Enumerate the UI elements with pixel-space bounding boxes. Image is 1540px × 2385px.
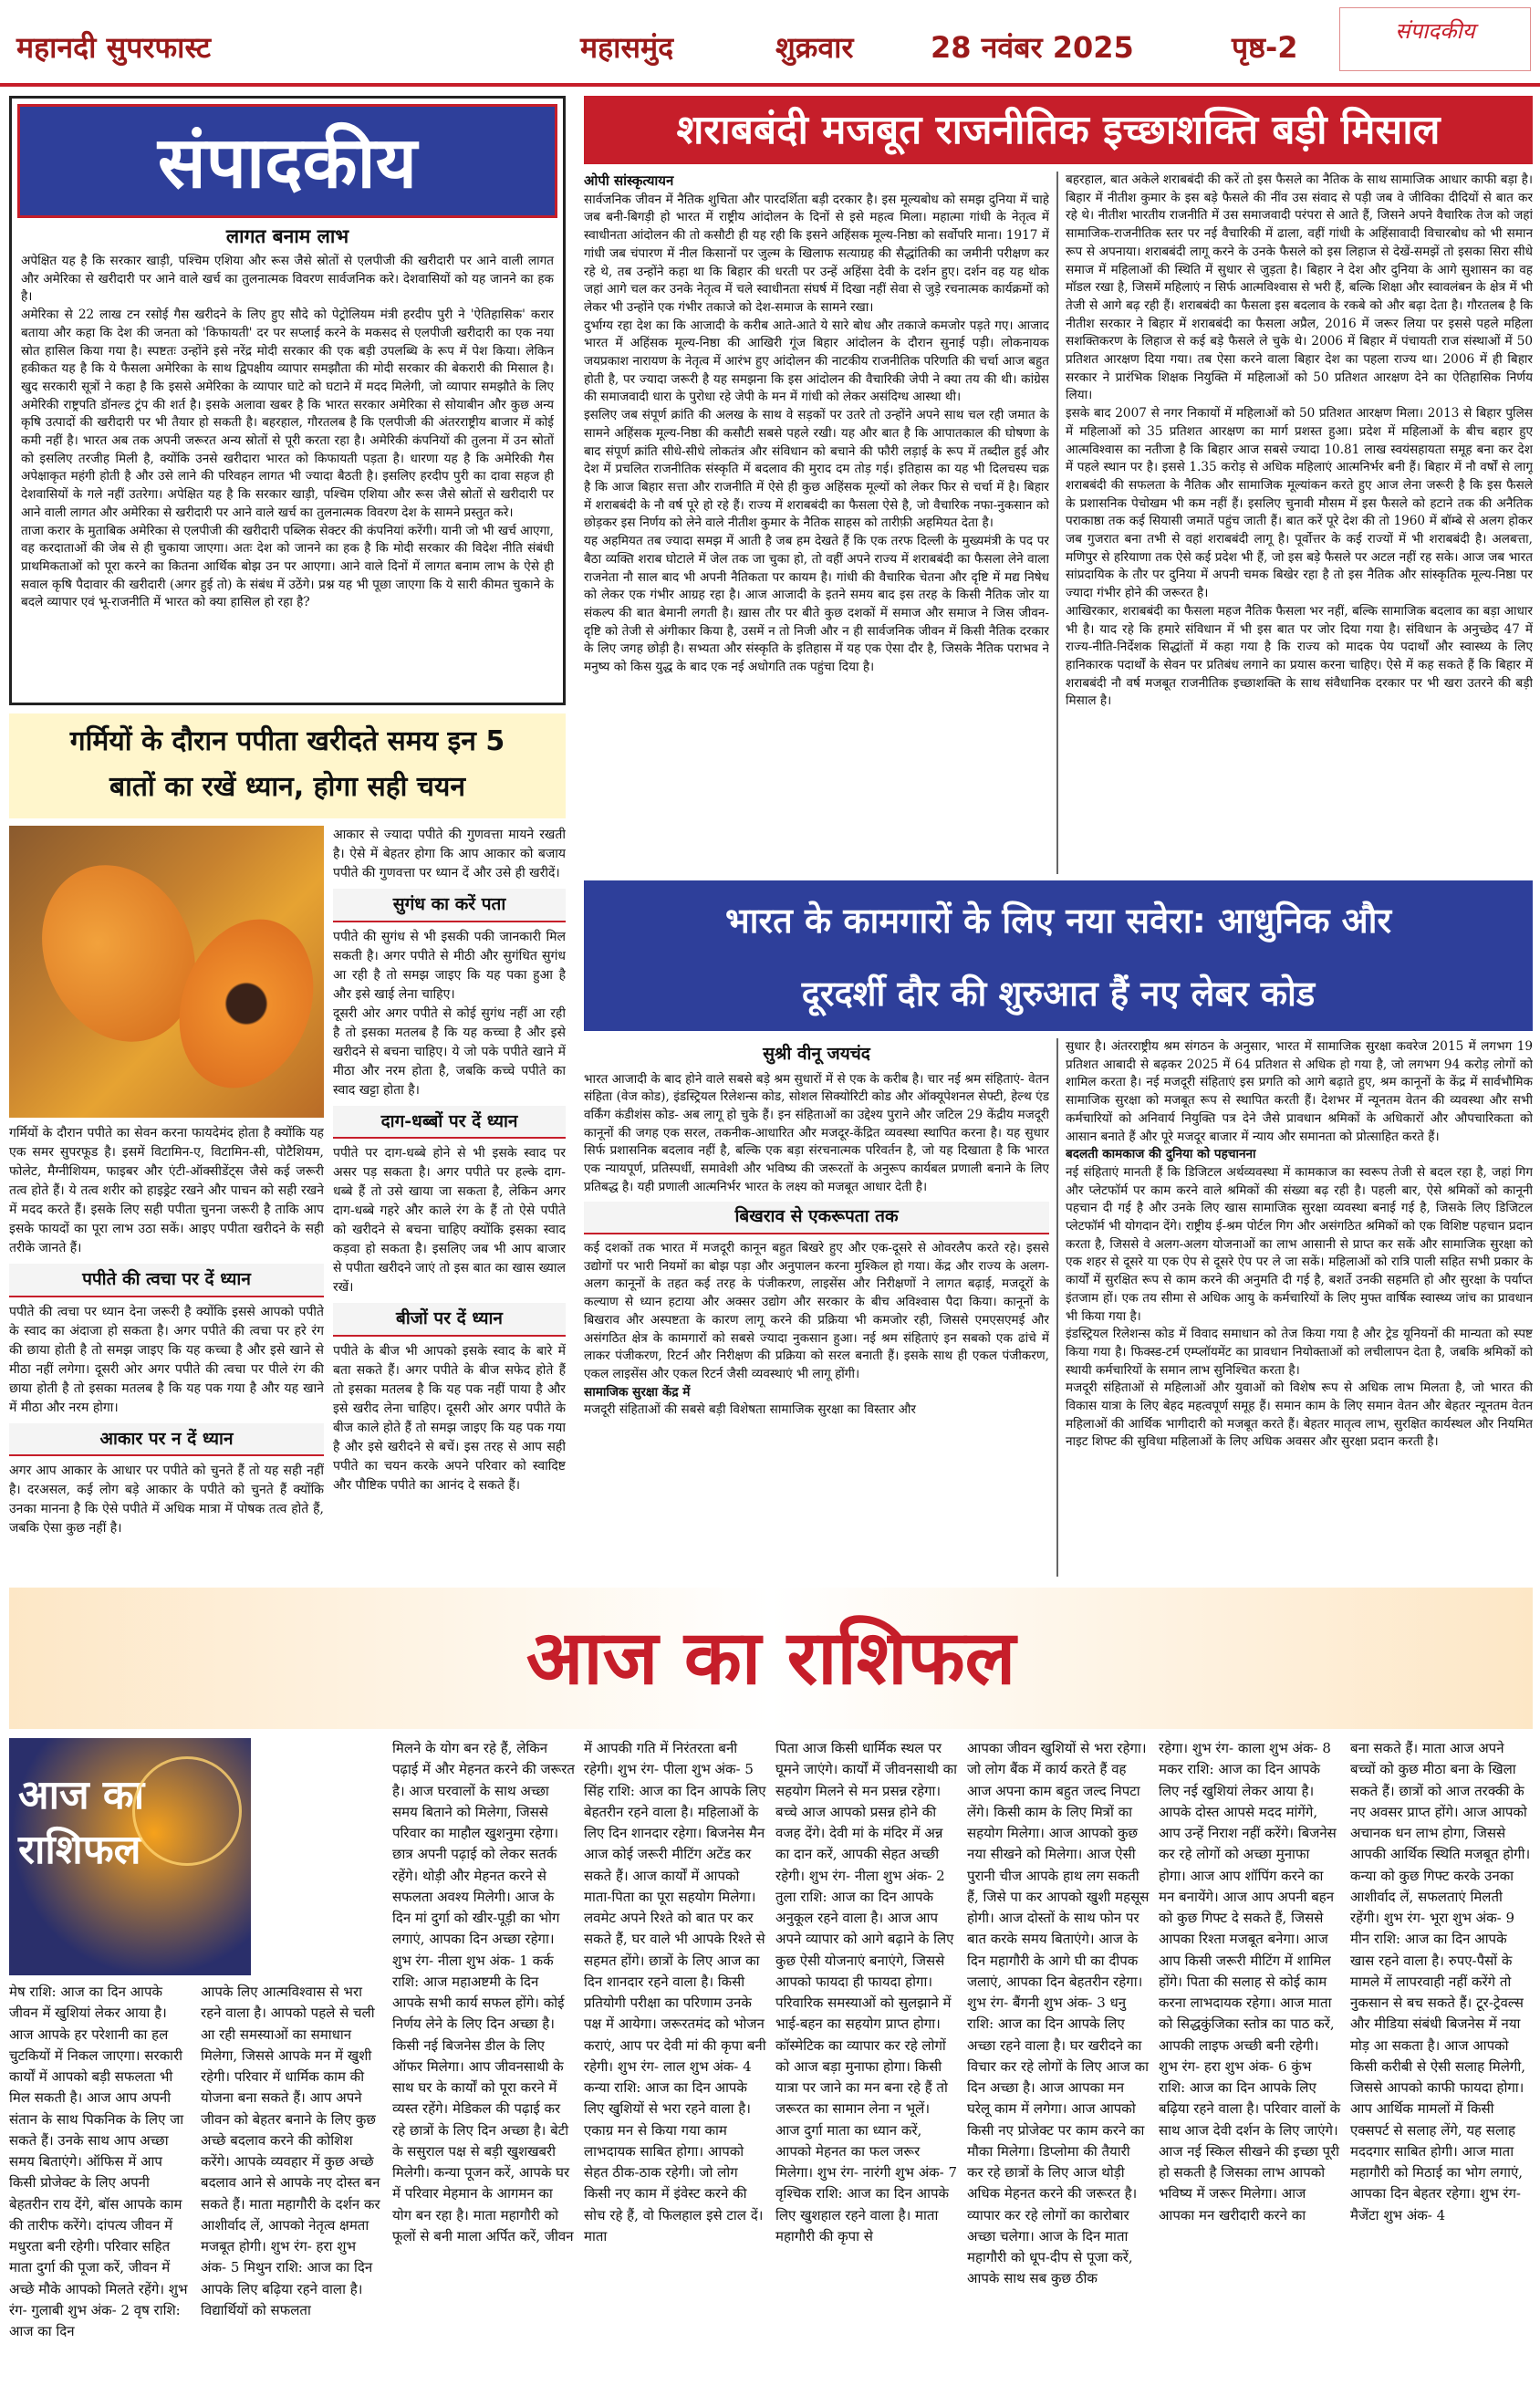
paragraph: इसलिए जब संपूर्ण क्रांति की अलख के साथ वे सड़कों पर उतरे तो उन्होंने अपने साथ चल रही जमात के सामने अहिंसक मूल्य-निष्ठा की कसौटी सबसे पहले रखी। यह और बात है कि आपातकाल की घोषणा के बाद संपूर्ण क्रांति सीधे-सीधे लोकतंत्र और संविधान को बचाने की फौरी लड़ाई के रूप में तब्दील हुई और देश में प्रचलित राजनीतिक संस्कृति में बदलाव की मुराद दम तोड़ गई। इतिहास का यह भी दिलचस्प चक्र है कि आज बिहार सत्ता और राजनीति में ऐसे ही कुछ अहिंसक मूल्यों को लेकर फिर से चर्चा में है। बिहार में शराबबंदी के नौ वर्ष पूरे हो रहे हैं। राज्य में शराबबंदी का फैसला ऐसे है, जो वैचारिक नफा-नुकसान को छोड़कर इस निर्णय को लेने वाले नीतीश कुमार के नैतिक साहस को तारीफ़ी अहमियत देता है। [584,408,1049,531]
paragraph: दूसरी ओर अगर पपीते से कोई सुगंध नहीं आ रही है तो इसका मतलब है कि यह कच्चा है और इसे खरीदने से बचना चाहिए। ये जो पके पपीते खाने में मीठा और नरम होता है, जबकि कच्चे पपीते का स्वाद खट्टा होता है। [333,1005,566,1098]
headline-line: भारत के कामगारों के लिए नया सवेरा: आधुनिक और [724,901,1392,941]
paragraph: आकार से ज्यादा पपीते की गुणवत्ता मायने रखती है। ऐसे में बेहतर होगा कि आप आकार को बजाय पपीते की गुणवत्ता पर ध्यान दें और उसे ही खरीदें। [333,828,566,880]
subheading: सामाजिक सुरक्षा केंद्र में [584,1384,691,1400]
paragraph: दुर्भाग्य रहा देश का कि आजादी के करीब आते-आते ये सारे बोध और तकाजे कमजोर पड़ते गए। आजाद भारत में अहिंसक मूल्य-निष्ठा की आखिरी गूंज बिहार आंदोलन के दौरान सुनाई पड़ी। लोकनायक जयप्रकाश नारायण के नेतृत्व में आरंभ हुए आंदोलन की नाटकीय राजनीतिक परिणति की चर्चा आज बहुत होती है, पर ज्यादा जरूरी है यह समझना कि इस आंदोलन की वैचारिकी जेपी ने क्या तय की थी। कांग्रेस की समाजवादी धारा के पुरोधा रहे जेपी के मन में गांधी को लेकर असंदिग्ध आस्था थी। [584,318,1049,405]
paragraph: कई दशकों तक भारत में मजदूरी कानून बहुत बिखरे हुए और एक-दूसरे से ओवरलैप करते रहे। इससे उद्योगों पर भारी नियमों का बोझ पड़ा और अनुपालन करना मुश्किल हो गया। केंद्र और राज्य के अलग-अलग कानूनों के तहत कई तरह के पंजीकरण, लाइसेंस और निरीक्षणों ने लागत बढ़ाई, मजदूरों के कल्याण से ध्यान हटाया और अक्सर उद्योग और सरकार के बीच अविश्वास पैदा किया। कानूनों के बिखराव और अस्पष्टता के कारण लागू करने की प्रक्रिया भी कमजोर रही, जिससे एमएसएमई और असंगठित क्षेत्र के कामगारों को सबसे ज्यादा नुकसान हुआ। नई श्रम संहिताएं इन सबको एक ढांचे में लाकर पंजीकरण, रिटर्न और निरीक्षण की प्रक्रिया को सरल बनाती हैं। इसके साथ ही एकल पंजीकरण, एकल लाइसेंस और एकल रिटर्न जैसी व्यवस्थाएं भी लागू होंगी। [584,1241,1049,1381]
labour-col1 [584,1038,1049,1577]
paragraph: अपेक्षित यह है कि सरकार खाड़ी, पश्चिम एशिया और रूस जैसे स्रोतों से एलपीजी की खरीदारी पर आने वाली लागत और अमेरिका से खरीदारी पर आने वाले खर्च का तुलनात्मक विवरण सार्वजनिक करे। देशवासियों को यह जानने का हक है। [21,254,554,305]
papaya-col-right [333,826,566,1574]
masthead [0,0,1540,87]
editorial-title: लागत बनाम लाभ [225,225,349,247]
subheading: बदलती कामकाज की दुनिया को पहचानना [1066,1147,1256,1162]
rashifal-column: में आपकी गति में निरंतरता बनी रहेगी। शुभ रंग- पीला शुभ अंक- 5 सिंह राशि: आज का दिन आपके लिए बेहतरीन रहने वाला है। महिलाओं के लिए दिन शानदार रहेगा। बिजनेस मैन आज कोई जरूरी मीटिंग अटेंड कर सकते हैं। आज कार्यों में आपको माता-पिता का पूरा सहयोग मिलेगा। लवमेट अपने रिश्ते को बात पर कर सकते हैं, घर वाले भी आपके रिश्ते से सहमत होंगे। छात्रों के लिए आज का दिन शानदार रहने वाला है। किसी प्रतियोगी परीक्षा का परिणाम उनके पक्ष में आयेगा। जरूरतमंद को भोजन कराएं, आप पर देवी मां की कृपा बनी रहेगी। शुभ रंग- लाल शुभ अंक- 4 कन्या राशि: आज का दिन आपके लिए खुशियों से भरा रहने वाला है। एकाग्र मन से किया गया काम लाभदायक साबित होगा। आपको सेहत ठीक-ठाक रहेगी। जो लोग किसी नए काम में इंवेस्ट करने की सोच रहे हैं, वो फिलहाल इसे टाल दें। माता [584,1740,766,2244]
paragraph: नई संहिताएं मानती हैं कि डिजिटल अर्थव्यवस्था में कामकाज का स्वरूप तेजी से बदल रहा है, जहां गिग और प्लेटफॉर्म पर काम करने वाले श्रमिकों की संख्या बढ़ रही है। पहली बार, ऐसे श्रमिकों को कानूनी पहचान दी गई है और उनके लिए खास सामाजिक सुरक्षा व्यवस्था बनाई गई है, जिसके लिए डिजिटल प्लेटफॉर्म भी योगदान देंगे। राष्ट्रीय ई-श्रम पोर्टल गिग और असंगठित श्रमिकों को एक विशिष्ट पहचान प्रदान करता है, जिससे वे अलग-अलग योजनाओं का लाभ आसानी से प्राप्त कर सकें और सामाजिक सुरक्षा को एक शहर से दूसरे या एक ऐप से दूसरे ऐप पर ले जा सकें। महिलाओं को रात्रि पाली सहित सभी प्रकार के कार्यों में सुरक्षित रूप से काम करने की अनुमति दी गई है, बशर्ते उनकी सहमति हो और सुरक्षा के पर्याप्त इंतजाम हों। एक तय सीमा से अधिक आयु के कर्मचारियों के लिए मुफ्त वार्षिक स्वास्थ्य जांच का प्रावधान भी किया गया है। [1066,1164,1533,1324]
rashifal-column: मेष राशि: आज का दिन आपके जीवन में खुशियां लेकर आया है। आज आपके हर परेशानी का हल चुटकियों में निकल जाएगा। सरकारी कार्यों में आपको बड़ी सफलता भी मिल सकती है। आज आप अपनी संतान के साथ पिकनिक के लिए जा सकते हैं। उनके साथ आप अच्छा समय बिताएंगे। ऑफिस में आप किसी प्रोजेक्ट के लिए अपनी बेहतरीन राय देंगे, बॉस आपके काम की तारीफ करेंगे। दांपत्य जीवन में मधुरता बनी रहेगी। परिवार सहित माता दुर्गा की पूजा करें, जीवन में अच्छे मौके आपको मिलते रहेंगे। शुभ रंग- गुलाबी शुभ अंक- 2 वृष राशि: आज का दिन [9,1984,188,2339]
sharabbandi-headline: शराबबंदी मजबूत राजनीतिक इच्छाशक्ति बड़ी मिसाल [584,96,1533,164]
paragraph: पपीते के बीज भी आपको इसके स्वाद के बारे में बता सकते हैं। अगर पपीते के बीज सफेद होते हैं तो इसका मतलब है कि यह पक नहीं पाया है और इसे खरीद लेना चाहिए। दूसरी ओर अगर पपीते के बीज काले होते हैं तो समझ जाइए कि यह पक गया है और इसे खरीदने से बचें। इस तरह से आप सही पपीते का चयन करके अपने परिवार को स्वादिष्ट और पौष्टिक पपीते का आनंद दे सकते हैं। [333,1343,566,1493]
rashifal-column: बना सकते हैं। माता आज अपने बच्चों को कुछ मीठा बना के खिला सकते हैं। छात्रों को आज तरक्की के नए अवसर प्राप्त होंगे। आज आपको अचानक धन लाभ होगा, जिससे आपकी आर्थिक स्थिति मजबूत होगी। कन्या को कुछ गिफ्ट करके उनका आशीर्वाद लें, सफलताएं मिलती रहेंगी। शुभ रंग- भूरा शुभ अंक- 9 मीन राशि: आज का दिन आपके खास रहने वाला है। रुपए-पैसों के मामले में लापरवाही नहीं करेंगे तो नुकसान से बच सकते हैं। टूर-ट्रेवल्स और मीडिया संबंधी बिजनेस में नया मोड़ आ सकता है। आज आपको किसी करीबी से ऐसी सलाह मिलेगी, जिससे आपको काफी फायदा होगा। आप आर्थिक मामलों में किसी एक्सपर्ट से सलाह लेंगे, यह सलाह मददगार साबित होगी। आज माता महागौरी को मिठाई का भोग लगाएं, आपका दिन बेहतर रहेगा। शुभ रंग- मैजेंटा शुभ अंक- 4 [1350,1740,1531,2224]
subheading: पपीते की त्वचा पर दें ध्यान [9,1264,324,1297]
rashifal-column: आपके लिए आत्मविश्वास से भरा रहने वाला है। आपको पहले से चली आ रही समस्याओं का समाधान मिलेगा, जिससे आपके मन में खुशी रहेगी। परिवार में धार्मिक काम की योजना बना सकते हैं। आप अपने जीवन को बेहतर बनाने के लिए कुछ अच्छे बदलाव करने की कोशिश करेंगे। आपके व्यवहार में कुछ अच्छे बदलाव आने से आपके नए दोस्त बन सकते हैं। माता महागौरी के दर्शन कर आशीर्वाद लें, आपको नेतृत्व क्षमता मजबूत होगी। शुभ रंग- हरा शुभ अंक- 5 मिथुन राशि: आज का दिन आपके लिए बढ़िया रहने वाला है। विद्यार्थियों को सफलता [201,1984,380,2318]
papaya-image [9,826,324,1118]
paragraph: इंडस्ट्रियल रिलेशन्स कोड में विवाद समाधान को तेज किया गया है और ट्रेड यूनियनों की मान्यता को स्पष्ट किया गया है। फिक्स्ड-टर्म एम्प्लॉयमेंट का प्रावधान नियोक्ताओं को लचीलापन देता है, जबकि श्रमिकों को स्थायी कर्मचारियों के समान लाभ सुनिश्चित करता है। [1066,1327,1533,1378]
paragraph: भारत आजादी के बाद होने वाले सबसे बड़े श्रम सुधारों में से एक के करीब है। चार नई श्रम संहिताएं- वेतन संहिता (वेज कोड), इंडस्ट्रियल रिलेशन्स कोड, सोशल सिक्योरिटी कोड और ऑक्यूपेशनल सेफ्टी, हेल्थ एंड वर्किंग कंडीशंस कोड- अब लागू हो चुके हैं। इन संहिताओं का उद्देश्य पुराने और जटिल 29 केंद्रीय मजदूरी कानूनों की जगह एक सरल, तकनीक-आधारित और मजदूर-केंद्रित व्यवस्था स्थापित करना है। यह सुधार सिर्फ प्रशासनिक बदलाव नहीं है, बल्कि एक बड़ा संरचनात्मक परिवर्तन है, जो यह दिखाता है कि भारत एक न्यायपूर्ण, प्रतिस्पर्धी, समावेशी और भविष्य की जरूरतों के अनुरूप कार्यबल प्रणाली बनाने के लिए प्रतिबद्ध है। यही प्रणाली आत्मनिर्भर भारत के लक्ष्य को मजबूत आधार देती है। [584,1071,1049,1194]
byline: सुश्री वीनू जयचंद [763,1044,870,1064]
city: महासमुंद [580,30,674,65]
editorial-box [9,96,566,705]
subheading: दाग-धब्बों पर दें ध्यान [333,1106,566,1140]
column-divider [1056,1038,1058,1577]
rashifal-banner: आज का राशिफल [9,1588,1533,1729]
rashifal-column: मिलने के योग बन रहे हैं, लेकिन पढ़ाई में और मेहनत करने की जरूरत है। आज घरवालों के साथ अच्छा समय बिताने को मिलेगा, जिससे परिवार का माहौल खुशनुमा रहेगा। छात्र अपनी पढ़ाई को लेकर सतर्क रहेंगे। थोड़ी और मेहनत करने से सफलता अवश्य मिलेगी। आज के दिन मां दुर्गा को खीर-पूड़ी का भोग लगाएं, आपका दिन अच्छा रहेगा। शुभ रंग- नीला शुभ अंक- 1 कर्क राशि: आज महाअष्टमी के दिन आपके सभी कार्य सफल होंगे। कोई निर्णय लेने के लिए दिन अच्छा है। किसी नई बिजनेस डील के लिए ऑफर मिलेगा। आप जीवनसाथी के साथ घर के कार्यों को पूरा करने में व्यस्त रहेंगे। मेडिकल की पढ़ाई कर रहे छात्रों के लिए दिन अच्छा है। बेटी के ससुराल पक्ष से बड़ी खुशखबरी मिलेगी। कन्या पूजन करें, आपके घर में परिवार मेहमान के आगमन का योग बन रहा है। माता महागौरी को फूलों से बनी माला अर्पित करें, जीवन [392,1740,575,2244]
page-number: पृष्ठ-2 [1232,30,1298,65]
subheading: सुगंध का करें पता [333,889,566,922]
paragraph: अगर आप आकार के आधार पर पपीते को चुनते हैं तो यह सही नहीं है। दरअसल, कई लोग बड़े आकार के पपीते को चुनते हैं क्योंकि उनका मानना है कि ऐसे पपीते में अधिक मात्रा में पोषक तत्व होते हैं, जबकि ऐसा कुछ नहीं है। [9,1463,324,1536]
paragraph: गर्मियों के दौरान पपीते का सेवन करना फायदेमंद होता है क्योंकि यह एक समर सुपरफूड है। इसमें विटामिन-ए, विटामिन-सी, पोटैशियम, फोलेट, मैग्नीशियम, फाइबर और एंटी-ऑक्सीडेंट्स जैसे कई जरूरी तत्व होते हैं। ये तत्व शरीर को हाइड्रेट रखने और पाचन को सही रखने में मदद करते हैं। इसके लिए सही पपीता चुनना जरूरी है ताकि आप इसके फायदों का पूरा लाभ उठा सकें। आइए पपीता खरीदने के सही तरीके जानते हैं। [9,1126,324,1255]
sharabbandi-col1 [584,172,1049,874]
subheading: बीजों पर दें ध्यान [333,1303,566,1337]
rashifal-image [9,1738,251,1975]
zodiac-wheel-icon [132,1756,242,1866]
sharabbandi-col2 [1066,172,1533,874]
paragraph: पपीते पर दाग-धब्बे होने से भी इसके स्वाद पर असर पड़ सकता है। अगर पपीते पर हल्के दाग-धब्बे हैं तो उसे खाया जा सकता है, लेकिन अगर दाग-धब्बे गहरे और काले रंग के हैं तो ऐसे पपीते को खरीदने से बचना चाहिए क्योंकि इसका स्वाद कड़वा हो सकता है। इसलिए जब भी आप बाजार से पपीता खरीदने जाएं तो इस बात का खास ख्याल रखें। [333,1146,566,1295]
editorial-body [12,253,563,612]
paragraph: बहरहाल, बात अकेले शराबबंदी की करें तो इस फैसले का नैतिक के साथ सामाजिक आधार काफी बड़ा है। बिहार में नीतीश कुमार के इस बड़े फैसले की नींव उस संवाद से पड़ी जब वे जीविका दीदियों से बात कर रहे थे। नीतीश भारतीय राजनीति में उस समाजवादी परंपरा से आते हैं, जिसने अपने वैचारिक तेज को जहां सामाजिक-राजनीतिक स्तर पर नई वैचारिकी में ढाला, वहीं गांधी के अहिंसावादी विचारबोध को भी समान रूप से अपनाया। शराबबंदी लागू करने के उनके फैसले को इस लिहाज से देखें-समझें तो इसका सिरा सीधे समाज में महिलाओं की स्थिति में सुधार से जुड़ता है। बिहार ने देश और दुनिया के आगे सुशासन का वह मॉडल रखा है, जिसमें महिलाएं न सिर्फ आत्मविश्वास से भरी हैं, बल्कि शिक्षा और स्वावलंबन के क्षेत्र में भी तेजी से आगे बढ़ रही हैं। शराबबंदी का फैसला इस बदलाव के रकबे को और बढ़ा देता है। गौरतलब है कि नीतीश सरकार ने बिहार में शराबबंदी का फैसला अप्रैल, 2016 में जरूर लिया पर इससे पहले महिला सशक्तिकरण के लिहाज से कई बड़े फैसले ले चुके थे। 2006 में बिहार में पंचायती राज संस्थाओं में 50 प्रतिशत आरक्षण दिया गया। तब ऐसा करने वाला बिहार देश का पहला राज्य था। 2006 में ही बिहार सरकार ने प्रारंभिक शिक्षक नियुक्ति में महिलाओं को 50 प्रतिशत आरक्षण देने का ऐतिहासिक निर्णय लिया। [1066,172,1533,403]
column-divider [1056,172,1058,874]
papaya-col-left [9,1124,324,1576]
subheading: बिखराव से एकरूपता तक [584,1202,1049,1234]
paragraph: सुधार है। अंतरराष्ट्रीय श्रम संगठन के अनुसार, भारत में सामाजिक सुरक्षा कवरेज 2015 में लगभग 19 प्रतिशत आबादी से बढ़कर 2025 में 64 प्रतिशत से अधिक हो गया है, जो लगभग 94 करोड़ लोगों को शामिल करता है। नई मजदूरी संहिताएं इस प्रगति को आगे बढ़ाते हुए, श्रम कानूनों के केंद्र में सार्वभौमिक सामाजिक सुरक्षा को मजबूत रूप से स्थापित करती हैं। देशभर में न्यूनतम वेतन की व्यवस्था और सभी कर्मचारियों को अनिवार्य नियुक्ति पत्र देने जैसे प्रावधान श्रमिकों के अधिकारों और औपचारिकता को आसान बनाते हैं और पूरे मजदूर बाजार में न्याय और समानता को प्रोत्साहित करते हैं। [1066,1039,1533,1144]
image-caption: राशिफल [18,1827,141,1873]
paper-name: महानदी सुपरफास्ट [16,30,212,65]
date: 28 नवंबर 2025 [931,30,1134,65]
rashifal-column: रहेगा। शुभ रंग- काला शुभ अंक- 8 मकर राशि: आज का दिन आपके लिए नई खुशियां लेकर आया है। आपके दोस्त आपसे मदद मांगेंगे, आप उन्हें निराश नहीं करेंगे। बिजनेस कर रहे लोगों को अच्छा मुनाफा होगा। आज आप शॉपिंग करने का मन बनायेंगे। आज आप अपनी बहन को कुछ गिफ्ट दे सकते हैं, जिससे आपका रिश्ता मजबूत बनेगा। आज आप किसी जरूरी मीटिंग में शामिल होंगे। पिता की सलाह से कोई काम करना लाभदायक रहेगा। आज माता को सिद्धकुंजिका स्तोत्र का पाठ करें, आपकी लाइफ अच्छी बनी रहेगी। शुभ रंग- हरा शुभ अंक- 6 कुंभ राशि: आज का दिन आपके लिए बढ़िया रहने वाला है। परिवार वालों के साथ आज देवी दर्शन के लिए जाएंगे। आज नई स्किल सीखने की इच्छा पूरी हो सकती है जिसका लाभ आपको भविष्य में जरूर मिलेगा। आज आपका मन खरीदारी करने का [1159,1740,1341,2224]
byline: ओपी सांस्कृत्यायन [584,172,674,189]
paragraph: मजदूरी संहिताओं से महिलाओं और युवाओं को विशेष रूप से अधिक लाभ मिलता है, जो भारत की विकास यात्रा के लिए बेहद महत्वपूर्ण समूह हैं। समान काम के लिए समान वेतन और बेहतर न्यूनतम वेतन महिलाओं की आर्थिक भागीदारी को मजबूत करते हैं। बेहतर मातृत्व लाभ, सुरक्षित कार्यस्थल और नियमित नाइट शिफ्ट की सुविधा महिलाओं के लिए अधिक अवसर और सुरक्षा प्रदान करती है। [1066,1380,1533,1450]
headline-line: दूरदर्शी दौर की शुरुआत हैं नए लेबर कोड [801,974,1316,1014]
paragraph: यह अहमियत तब ज्यादा समझ में आती है जब हम देखते हैं कि एक तरफ दिल्ली के मुख्यमंत्री के पद पर बैठा व्यक्ति शराब घोटाले में जेल तक जा चुका हो, तो वहीं अपने राज्य में शराबबंदी का फैसला लेने वाला राजनेता नौ साल बाद भी अपनी नैतिकता पर कायम है। गांधी की वैचारिक चेतना और दृष्टि में मद्य निषेध को लेकर एक गंभीर आग्रह रहा है। आज आजादी के इतने समय बाद इस तरह के किसी नैतिक जोर या संकल्प की बात बेमानी लगती है। ख़ास तौर पर बीते कुछ दशकों में समाज और समाज ने जिस जीवन-दृष्टि को तेजी से अंगीकार किया है, उसमें न तो निजी और न ही सार्वजनिक जीवन में किसी नैतिक दरकार के लिए जगह छोड़ी है। सभ्यता और संस्कृति के इतिहास में यह एक ऐसा दौर है, जिसके नैतिक पराभव ने मनुष्य को किस युद्ध के बाद एक नई अधोगति तक पहुंचा दिया है। [584,534,1049,675]
editorial-logo: संपादकीय [1339,7,1531,71]
rashifal-column: पिता आज किसी धार्मिक स्थल पर घूमने जाएंगे। कार्यों में जीवनसाथी का सहयोग मिलने से मन प्रसन्न रहेगा। बच्चे आज आपको प्रसन्न होने की वजह देंगे। देवी मां के मंदिर में अन्न का दान करें, आपकी सेहत अच्छी रहेगी। शुभ रंग- नीला शुभ अंक- 2 तुला राशि: आज का दिन आपके अनुकूल रहने वाला है। आज आप अपने व्यापार को आगे बढ़ाने के लिए कुछ ऐसी योजनाएं बनाएंगे, जिससे आपको फायदा ही फायदा होगा। परिवारिक समस्याओं को सुलझाने में भाई-बहन का सहयोग प्राप्त होगा। कॉस्मेटिक का व्यापार कर रहे लोगों को आज बड़ा मुनाफा होगा। किसी यात्रा पर जाने का मन बना रहे हैं तो जरूरत का सामान लेना न भूलें। आज दुर्गा माता का ध्यान करें, आपको मेहनत का फल जरूर मिलेगा। शुभ रंग- नारंगी शुभ अंक- 7 वृश्चिक राशि: आज का दिन आपके लिए खुशहाल रहने वाला है। माता महागौरी की कृपा से [775,1740,958,2244]
image-caption: आज का [18,1772,145,1818]
labour-headline [584,880,1533,1031]
paragraph: पपीते की त्वचा पर ध्यान देना जरूरी है क्योंकि इससे आपको पपीते के स्वाद का अंदाजा हो सकता है। अगर पपीते की त्वचा पर हरे रंग की छाया होती है तो समझ जाइए कि यह कच्चा है और इसे खाने से मीठा नहीं लगेगा। दूसरी ओर अगर पपीते की त्वचा पर पीले रंग की छाया होती है तो इसका मतलब है कि यह पक गया है और यह खाने में मीठा और नरम होगा। [9,1304,324,1415]
editorial-heading: संपादकीय [17,104,557,218]
paragraph: आखिरकार, शराबबंदी का फैसला महज नैतिक फैसला भर नहीं, बल्कि सामाजिक बदलाव का बड़ा आधार भी है। याद रहे कि हमारे संविधान में भी इस बात पर जोर दिया गया है। संविधान के अनुच्छेद 47 में राज्य-नीति-निर्देशक सिद्धांतों में कहा गया है कि राज्य को मादक पेय पदार्थों और स्वास्थ्य के लिए हानिकारक पदार्थों के सेवन पर प्रतिबंध लगाने का प्रयास करना चाहिए। ऐसे में कह सकते हैं कि बिहार में शराबबंदी नौ वर्ष मजबूत राजनीतिक इच्छाशक्ति के साथ संवैधानिक दरकार पर भी खरा उतरने की बड़ी मिसाल है। [1066,603,1533,709]
paragraph: अमेरिका से 22 लाख टन रसोई गैस खरीदने के लिए हुए सौदे को पेट्रोलियम मंत्री हरदीप पुरी ने 'ऐतिहासिक' करार बताया और कहा कि देश की जनता को 'किफायती' दर पर सप्लाई करने के मकसद से एलपीजी खरीदारी का एक नया स्रोत हासिल किया गया है। स्पष्टतः उन्होंने इसे नरेंद्र मोदी सरकार की एक बड़ी उपलब्धि के रूप में पेश किया। लेकिन हकीकत यह है कि ये फैसला अमेरिका के साथ द्विपक्षीय व्यापार समझौता की मोदी सरकार की बेकरारी की मिसाल है। खुद सरकारी सूत्रों ने कहा है कि इससे अमेरिका के व्यापार घाटे को घटाने में मदद मिलेगी, जो व्यापार समझौते के लिए अमेरिकी राष्ट्रपति डॉनल्ड ट्रंप की शर्त है। इसके अलावा खबर है कि भारत सरकार अमेरिका से सोयाबीन और कुछ अन्य कृषि उत्पादों की खरीदारी पर भी तैयार हो सकती है। बहरहाल, गौरतलब है कि एलपीजी की अंतरराष्ट्रीय बाजार में कोई कमी नहीं है। भारत अब तक अपनी जरूरत अन्य स्रोतों से पूरी करता रहा है। अमेरिकी कंपनियों की तुलना में उन स्रोतों को इसलिए तरजीह मिली है, क्योंकि उनसे खरीदारा भारत को किफायती पड़ता है। धारणा यह है कि अमेरिकी गैस अपेक्षाकृत महंगी होती है और उसे लाने की परिवहन लागत भी ज्यादा बैठती है। इसलिए हरदीप पुरी का दावा सहज ही देशवासियों के गले नहीं उतरेगा। अपेक्षित यह है कि सरकार खाड़ी, पश्चिम एशिया और रूस जैसे स्रोतों से खरीदारी पर आने वाली लागत और अमेरिका से खरीदारी पर आने वाले खर्च का तुलनात्मक विवरण देश के सामने प्रस्तुत करे। [21,307,554,520]
rashifal-column: आपका जीवन खुशियों से भरा रहेगा। जो लोग बैंक में कार्य करते हैं वह आज अपना काम बहुत जल्द निपटा लेंगे। किसी काम के लिए मित्रों का सहयोग मिलेगा। आज आपको कुछ नया सीखने को मिलेगा। आज ऐसी पुरानी चीज आपके हाथ लग सकती हैं, जिसे पा कर आपको खुशी महसूस होगी। आज दोस्तों के साथ फोन पर बात करके समय बिताएंगे। आज के दिन महागौरी के आगे घी का दीपक जलाएं, आपका दिन बेहतरीन रहेगा। शुभ रंग- बैंगनी शुभ अंक- 3 धनु राशि: आज का दिन आपके लिए अच्छा रहने वाला है। घर खरीदने का विचार कर रहे लोगों के लिए आज का दिन अच्छा है। आज आपका मन घरेलू काम में लगेगा। आज आपको किसी नए प्रोजेक्ट पर काम करने का मौका मिलेगा। डिप्लोमा की तैयारी कर रहे छात्रों के लिए आज थोड़ी अधिक मेहनत करने की जरूरत है। व्यापार कर रहे लोगों का कारोबार अच्छा चलेगा। आज के दिन माता महागौरी को धूप-दीप से पूजा करें, आपके साथ सब कुछ ठीक [967,1740,1150,2287]
headline-line: गर्मियों के दौरान पपीता खरीदते समय इन 5 [69,725,505,757]
papaya-headline [9,713,566,818]
labour-col2 [1066,1038,1533,1577]
subheading: आकार पर न दें ध्यान [9,1423,324,1457]
day: शुक्रवार [775,30,854,65]
paragraph: मजदूरी संहिताओं की सबसे बड़ी विशेषता सामाजिक सुरक्षा का विस्तार और [584,1402,916,1418]
paragraph: इसके बाद 2007 से नगर निकायों में महिलाओं को 50 प्रतिशत आरक्षण मिला। 2013 से बिहार पुलिस में महिलाओं को 35 प्रतिशत आरक्षण का मार्ग प्रशस्त हुआ। प्रदेश में महिलाओं के बीच बहार हुए आत्मविश्वास का नतीजा है कि बिहार आज सबसे ज्यादा 10.81 लाख स्वयंसहायता समूह बना कर देश में पहले स्थान पर है। इससे 1.35 करोड़ से अधिक महिलाएं आत्मनिर्भर बनी हैं। बिहार में नौ वर्षों से लागू शराबबंदी की सफलता के नैतिक और सामाजिक मूल्यांकन करते हुए आज लेना जरूरी है कि इस फैसले के प्रशासनिक पेचोखम भी कम नहीं हैं। इसलिए चुनावी मौसम में इस फैसले को हटाने तक की अनैतिक पराकाष्ठा तक कई सियासी जमातें पहुंच जाती हैं। बात करें पूरे देश की तो 1960 में बॉम्बे से अलग होकर जब गुजरात बना तभी से वहां शराबबंदी लागू है। पूर्वोत्तर के कई राज्यों में भी शराबबंदी है। अलबत्ता, मणिपुर से हरियाणा तक ऐसे कई प्रदेश भी हैं, जो इस बड़े फैसले पर अटल नहीं रह सके। आज जब भारत सांप्रदायिक के तौर पर दुनिया में अपनी चमक बिखेर रहा है तो इस नैतिक और सांस्कृतिक मूल्य-निष्ठा पर ज्यादा गंभीर होने की जरूरत है। [1066,406,1533,601]
paragraph: ताजा करार के मुताबिक अमेरिका से एलपीजी की खरीदारी पब्लिक सेक्टर की कंपनियां करेंगी। यानी जो भी खर्च आएगा, वह करदाताओं की जेब से ही चुकाया जाएगा। अतः देश को जानने का हक है कि मोदी सरकार की विदेश नीति संबंधी प्राथमिकताओं को पूरा करने का कितना आर्थिक बोझ उन पर आएगा। आने वाले दिनों में लागत बनाम लाभ के ऐसे ही सवाल कृषि पैदावार की खरीदारी (अगर हुई तो) के संबंध में उठेंगे। प्रश्न यह भी पूछा जाएगा कि ये सारी कीमत चुकाने के बदले व्यापार एवं भू-राजनीति में भारत को क्या हासिल हो रहा है? [21,523,554,610]
headline-line: बातों का रखें ध्यान, होगा सही चयन [109,771,465,803]
paragraph: पपीते की सुगंध से भी इसकी पकी जानकारी मिल सकती है। अगर पपीते से मीठी और सुगंधित सुगंध आ रही है तो समझ जाइए कि यह पका हुआ है और इसे खाई लेना चाहिए। [333,929,566,1002]
paragraph: सार्वजनिक जीवन में नैतिक शुचिता और पारदर्शिता बड़ी दरकार है। इस मूल्यबोध को समझ दुनिया में चाहे जब बनी-बिगड़ी हो भारत में राष्ट्रीय आंदोलन के दिनों से इसे महत्व मिला। महात्मा गांधी के नेतृत्व में स्वाधीनता आंदोलन की तो कसौटी ही यह रही कि इसने अहिंसक मूल्य-निष्ठा को सर्वोपरि माना। 1917 में गांधी जब चंपारण में नील किसानों पर जुल्म के खिलाफ सत्याग्रह की सैद्धांतिकी का जमीनी परीक्षण कर रहे थे, तब उन्होंने कहा था कि बिहार की धरती पर उन्हें अहिंसा देवी के दर्शन हुए। दर्शन वह यह थोक जहां आगे चल कर उनके नेतृत्व में चले स्वाधीनता संघर्ष में दिखा नहीं सेवा से जुड़े रचनात्मक कार्यक्रमों को लेकर भी उन्होंने एक गंभीर तकाजे को देश-समाज के सामने रखा। [584,192,1049,315]
